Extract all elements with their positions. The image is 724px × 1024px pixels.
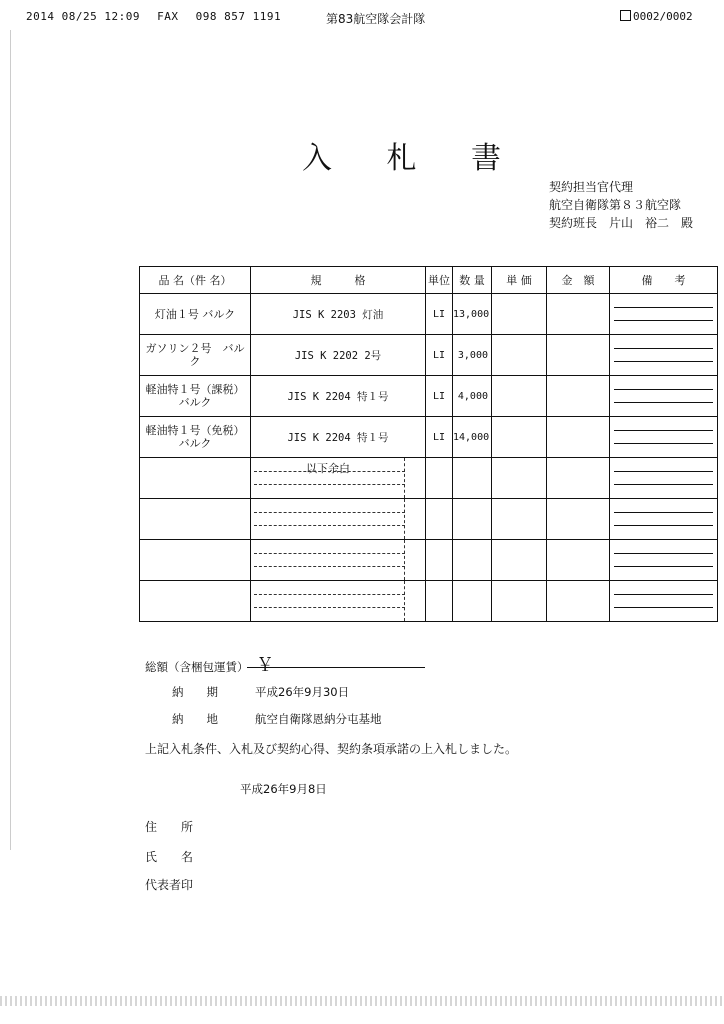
item-qty: 3,000	[453, 335, 492, 376]
table-header-row	[140, 267, 718, 294]
blank-cell	[426, 581, 453, 622]
blank-cell	[453, 458, 492, 499]
item-price	[492, 335, 547, 376]
header-amount: 金 額	[547, 267, 610, 294]
fax-date: 2014 08/25 12:09	[26, 10, 140, 23]
item-name-line: 軽油特１号（課税）	[145, 383, 245, 396]
document-title	[302, 133, 502, 177]
item-price	[492, 294, 547, 335]
title-char: 札	[386, 141, 418, 176]
blank-spec-cell	[251, 540, 426, 581]
address-label: 住 所	[145, 820, 194, 834]
blank-cell	[453, 499, 492, 540]
item-qty: 4,000	[453, 376, 492, 417]
item-name	[140, 417, 251, 458]
delivery-date-label: 納 期	[172, 685, 218, 699]
blank-cell	[426, 499, 453, 540]
item-amount	[547, 417, 610, 458]
blank-remarks	[610, 499, 718, 540]
item-spec: JIS K 2204 特１号	[251, 417, 426, 458]
item-spec: JIS K 2202 2号	[251, 335, 426, 376]
fax-number: 098 857 1191	[195, 10, 282, 23]
table-row	[140, 540, 718, 581]
item-remarks	[610, 376, 718, 417]
header-unit: 単位	[426, 267, 453, 294]
bid-table	[139, 266, 718, 622]
blank-cell	[547, 581, 610, 622]
blank-cell	[140, 499, 251, 540]
item-price	[492, 376, 547, 417]
item-qty: 13,000	[453, 294, 492, 335]
bid-date: 平成26年9月8日	[240, 782, 327, 796]
table-row	[140, 335, 718, 376]
item-unit: LI	[426, 417, 453, 458]
blank-cell	[547, 499, 610, 540]
blank-cell	[426, 458, 453, 499]
delivery-place-label: 納 地	[172, 712, 218, 726]
blank-spec-cell	[251, 499, 426, 540]
addressee-line: 契約担当官代理	[549, 180, 634, 194]
blank-cell	[140, 581, 251, 622]
total-label: 総額（含梱包運賃）	[145, 660, 249, 674]
fax-edge-line	[10, 30, 11, 850]
fax-page	[620, 10, 693, 23]
blank-spec-cell	[251, 581, 426, 622]
item-spec: JIS K 2204 特１号	[251, 376, 426, 417]
item-name-line: 灯油１号 バルク	[154, 307, 236, 321]
item-unit: LI	[426, 335, 453, 376]
item-spec: JIS K 2203 灯油	[251, 294, 426, 335]
checkbox-icon	[620, 10, 631, 21]
blank-cell	[492, 499, 547, 540]
item-name-line: ガソリン２号 バル	[145, 342, 245, 355]
item-remarks	[610, 335, 718, 376]
scan-edge-noise	[0, 996, 724, 1006]
blank-spec-cell	[251, 458, 426, 499]
fax-sender-unit: 第83航空隊会計隊	[326, 12, 426, 26]
header-remarks: 備 考	[610, 267, 718, 294]
item-qty: 14,000	[453, 417, 492, 458]
fax-page-number: 0002/0002	[633, 10, 693, 23]
name-label: 氏 名	[145, 850, 194, 864]
addressee-line: 航空自衛隊第８３航空隊	[549, 198, 682, 212]
item-name	[140, 376, 251, 417]
table-row	[140, 499, 718, 540]
blank-cell	[547, 458, 610, 499]
item-name-line: バルク	[178, 396, 212, 409]
table-row	[140, 458, 718, 499]
blank-cell	[140, 458, 251, 499]
fax-type: FAX	[157, 10, 179, 23]
item-amount	[547, 294, 610, 335]
title-char: 入	[302, 141, 333, 176]
header-qty: 数 量	[453, 267, 492, 294]
delivery-place-value: 航空自衛隊恩納分屯基地	[255, 712, 382, 726]
blank-cell	[140, 540, 251, 581]
blank-cell	[492, 458, 547, 499]
total-amount	[145, 651, 274, 677]
item-remarks	[610, 417, 718, 458]
item-name-line: バルク	[178, 437, 212, 450]
item-name-line: ク	[189, 355, 201, 368]
blank-cell	[426, 540, 453, 581]
delivery-date-value: 平成26年9月30日	[255, 685, 350, 699]
item-price	[492, 417, 547, 458]
blank-note: 以下余白	[306, 462, 350, 475]
addressee-block	[549, 178, 693, 232]
item-name	[140, 294, 251, 335]
table-row	[140, 581, 718, 622]
blank-cell	[453, 540, 492, 581]
blank-cell	[492, 540, 547, 581]
blank-remarks	[610, 581, 718, 622]
blank-cell	[453, 581, 492, 622]
item-amount	[547, 376, 610, 417]
blank-cell	[547, 540, 610, 581]
yen-symbol: ￥	[256, 655, 275, 676]
item-remarks	[610, 294, 718, 335]
addressee-line: 契約班長 片山 裕二 殿	[549, 216, 694, 230]
blank-remarks	[610, 540, 718, 581]
statement-text: 上記入札条件、入札及び契約心得、契約条項承諾の上入札しました。	[145, 742, 518, 756]
total-underline	[247, 667, 425, 668]
item-name	[140, 335, 251, 376]
table-row	[140, 376, 718, 417]
header-price: 単 価	[492, 267, 547, 294]
fax-header	[26, 10, 291, 23]
blank-remarks	[610, 458, 718, 499]
item-amount	[547, 335, 610, 376]
header-name: 品 名（件 名）	[140, 267, 251, 294]
header-spec: 規 格	[251, 267, 426, 294]
representative-seal-label: 代表者印	[145, 878, 194, 892]
item-name-line: 軽油特１号（免税）	[145, 424, 245, 437]
item-unit: LI	[426, 376, 453, 417]
blank-cell	[492, 581, 547, 622]
table-row	[140, 417, 718, 458]
item-unit: LI	[426, 294, 453, 335]
table-row	[140, 294, 718, 335]
title-char: 書	[471, 141, 502, 176]
